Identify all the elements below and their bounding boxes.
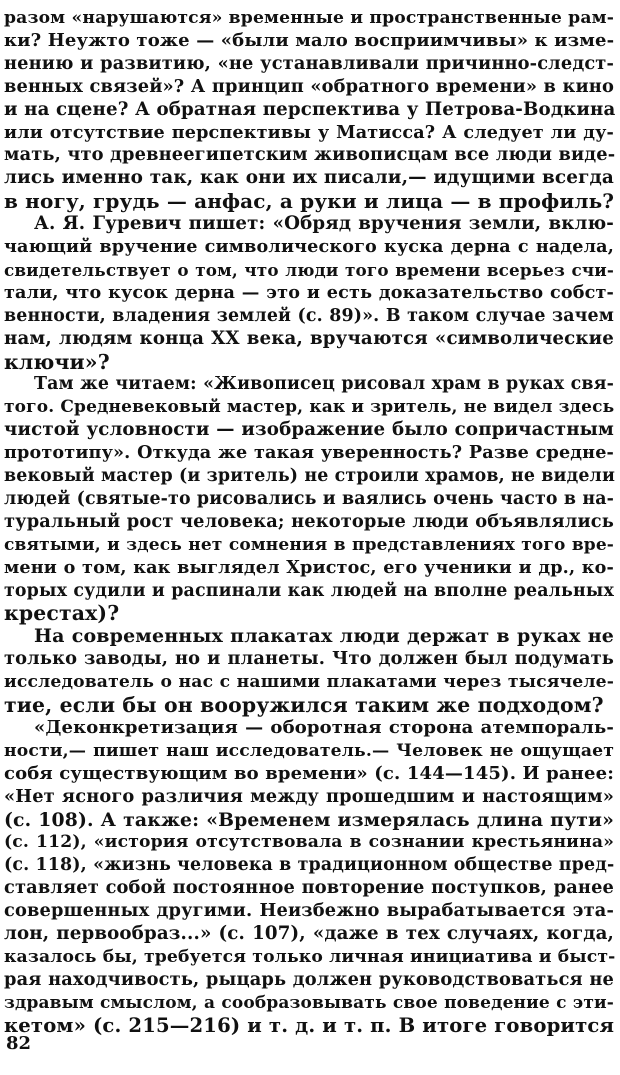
text-line: святыми, и здесь нет сомнения в представлениях того вре- — [4, 534, 614, 555]
text-line: торых судили и распинали как людей на вполне реальных — [4, 580, 614, 601]
text-line: чистой условности — изображение было сопричастным — [4, 419, 614, 441]
text-line: вековый мастер (и зритель) не строили храмов, не видели — [4, 466, 615, 486]
text-line: кетом» (с. 215—216) и т. д. и т. п. В итоге говорится — [4, 1013, 615, 1037]
text-line: А. Я. Гуревич пишет: «Обряд вручения земли, вклю- — [34, 213, 614, 235]
text-line: крестах)? — [4, 601, 120, 626]
text-line: собя существующим во времени» (с. 144—145). И ранее: — [4, 762, 614, 784]
text-line: лись именно так, как они их писали,— идущими всегда — [4, 167, 614, 189]
text-line: венных связей»? А принцип «обратного времени» в кино — [4, 75, 614, 97]
text-line: исследователь о нас с нашими плакатами через тысячеле- — [4, 672, 614, 693]
text-line: только заводы, но и планеты. Что должен был подумать — [4, 648, 614, 670]
text-line: в ногу, грудь — анфас, а руки и лица — в профиль? — [4, 189, 615, 214]
text-line: нам, людям конца XX века, вручаются «символические — [4, 327, 614, 349]
text-line: разом «нарушаются» временные и пространственные рам- — [4, 8, 614, 28]
text-line: того. Средневековый мастер, как и зритель, не видел здесь — [4, 397, 615, 418]
text-line: венности, владения землей (с. 89)». В таком случае зачем — [4, 305, 614, 326]
text-line: нению и развитию, «не устанавливали причинно-следст- — [4, 52, 614, 74]
text-line: На современных плакатах люди держат в руках не — [34, 625, 614, 648]
text-line: ки? Неужто тоже — «были мало восприимчивы» к изме- — [4, 29, 615, 51]
text-line: и на сцене? А обратная перспектива у Петрова-Водкина — [4, 98, 616, 120]
text-line: «Деконкретизация — оборотная сторона атемпораль- — [34, 716, 614, 738]
text-line: тали, что кусок дерна — это и есть доказательство собст- — [4, 281, 614, 303]
book-page — [4, 0, 614, 1075]
text-line: «Нет ясного различия между прошедшим и настоящим» — [4, 785, 614, 807]
page-number: 82 — [6, 1033, 32, 1054]
text-line: ставляет собой постоянное повторение поступков, ранее — [4, 877, 614, 899]
text-line: казалось бы, требуется только личная инициатива и быст- — [4, 946, 616, 967]
text-line: (с. 118), «жизнь человека в традиционном обществе пред- — [4, 855, 615, 876]
text-line: ности,— пишет наш исследователь.— Человек не ощущает — [4, 740, 614, 761]
text-line: прототипу». Откуда же такая уверенность? Разве средне- — [4, 442, 614, 464]
text-line: свидетельствует о том, что люди того времени всерьез счи- — [4, 259, 614, 280]
text-line: ключи»? — [4, 349, 110, 374]
text-line: (с. 112), «история отсутствовала в сознании крестьянина» — [4, 832, 614, 853]
text-line: людей (святые-то рисовались и ваялись очень часто в на- — [4, 488, 614, 509]
text-line: Там же читаем: «Живописец рисовал храм в руках свя- — [34, 374, 614, 395]
text-line: (с. 108). А также: «Временем измерялась длина пути» — [4, 808, 614, 831]
text-line: здравым смыслом, а сообразовывать свое поведение с эти- — [4, 992, 614, 1013]
text-line: чающий вручение символического куска дерна с надела, — [4, 236, 614, 257]
text-line: тие, если бы он вооружился таким же подходом? — [4, 693, 604, 717]
text-line: туральный рост человека; некоторые люди объявлялись — [4, 510, 614, 532]
text-line: или отсутствие перспективы у Матисса? А следует ли ду- — [4, 121, 614, 143]
text-line: мать, что древнеегипетским живописцам все люди виде- — [4, 144, 616, 166]
text-line: лон, первообраз...» (с. 107), «даже в тех случаях, когда, — [4, 923, 614, 944]
text-line: совершенных другими. Неизбежно вырабатывается эта- — [4, 900, 614, 922]
text-line: рая находчивость, рыцарь должен руководствоваться не — [4, 968, 614, 990]
text-line: мени о том, как выглядел Христос, его ученики и др., ко- — [4, 556, 614, 578]
